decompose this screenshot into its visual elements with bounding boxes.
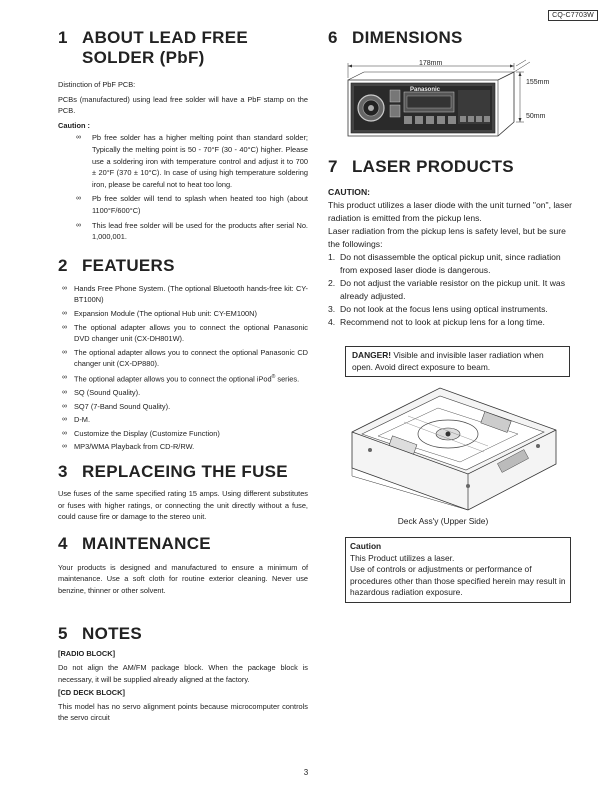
list-item: ∞ The optional adapter allows you to connect the optional Panasonic DVD changer unit (CX-DH801W). — [62, 322, 308, 344]
danger-warning-box — [345, 346, 570, 377]
bullet-icon: ∞ — [62, 284, 67, 292]
page-number: 3 — [303, 768, 309, 777]
bullet-icon: ∞ — [62, 429, 67, 437]
bullet-icon: ∞ — [62, 348, 67, 356]
list-item: ∞ Expansion Module (The optional Hub unit: CY-EM100N) — [62, 308, 257, 318]
caution-box — [345, 537, 571, 603]
bullet-icon: ∞ — [76, 221, 81, 229]
bullet-icon: ∞ — [62, 323, 67, 331]
list-item: 2. Do not adjust the variable resistor on the pickup unit. It was already adjusted. — [328, 278, 565, 301]
list-item: ∞ SQ7 (7-Band Sound Quality). — [62, 401, 171, 411]
depth-label: 155mm — [526, 79, 550, 86]
s1-caution-label: Caution : — [58, 120, 91, 130]
s1-caution-list — [58, 132, 308, 242]
s4-text: Your products is designed and manufactured to ensure a minimum of maintenance. Use a soft cloth for routine exterior cleaning. Never use benzine, thinner or other solvent. — [58, 562, 308, 595]
list-item: ∞ Hands Free Phone System. (The optional Bluetooth hands-free kit: CY-BT100N) — [62, 283, 308, 305]
s3-text: Use fuses of the same specified rating 15 amps. Using different substitutes or fuses with higher ratings, or connecting the unit directly without a fuse, could cause fire or damage to the stereo unit. — [58, 488, 308, 522]
s7-caution-label: CAUTION: — [328, 187, 371, 197]
document-code: CQ-C7703W — [548, 10, 598, 21]
height-label: 50mm — [526, 113, 546, 120]
bullet-icon: ∞ — [62, 443, 67, 451]
height-dimension — [516, 72, 524, 122]
caution-box-title: Caution — [350, 541, 382, 551]
section-2-title: 2 FEATUERS — [58, 255, 175, 275]
bullet-icon: ∞ — [62, 309, 67, 317]
list-item: 1. Do not disassemble the optical pickup unit, since radiation from exposed laser diode is dangerous. — [328, 252, 561, 275]
section-3-title: 3 REPLACEING THE FUSE — [58, 461, 288, 481]
s5-cd-label: [CD DECK BLOCK] — [58, 688, 125, 698]
list-item: ∞ The optional adapter allows you to connect the optional Panasonic CD changer unit (CX-DP880). — [62, 347, 308, 369]
bullet-icon: ∞ — [62, 388, 67, 396]
deck-caption: Deck Ass'y (Upper Side) — [397, 516, 489, 526]
bullet-icon: ∞ — [76, 195, 81, 203]
list-item: 3. Do not look at the focus lens using optical instruments. — [328, 304, 548, 314]
list-item: ∞ Customize the Display (Customize Function) — [62, 428, 220, 438]
danger-label: DANGER! — [352, 350, 392, 360]
section-5-title: 5 NOTES — [58, 624, 143, 644]
front-panel-drawing — [348, 72, 514, 136]
brand-logo: Panasonic — [410, 87, 441, 93]
bullet-icon: ∞ — [62, 416, 67, 424]
s5-radio-text: Do not align the AM/FM package block. When the package block is necessary, it will be supplied already aligned at the factory. — [58, 663, 308, 684]
section-7-title: 7 LASER PRODUCTS — [328, 157, 514, 176]
section-7 — [328, 157, 574, 329]
s7-precautions-list — [328, 251, 574, 329]
list-item: ∞ SQ (Sound Quality). — [62, 387, 141, 397]
width-label: 178mm — [419, 60, 443, 67]
list-item: ∞ D-M. — [62, 415, 91, 425]
bullet-icon: ∞ — [62, 402, 67, 410]
deck-assembly-drawing — [348, 386, 560, 512]
section-4-title: 4 MAINTENANCE — [58, 533, 211, 553]
s1-pcb-text: PCBs (manufactured) using lead free solder will have a PbF stamp on the PCB. — [58, 94, 308, 116]
s5-radio-label: [RADIO BLOCK] — [58, 649, 116, 659]
list-item: ∞ Pb free solder will tend to splash when heated too high (about 1100°F/600°C) — [76, 194, 308, 215]
s5-cd-text: This model has no servo alignment points because microcomputer controls the servo circuit — [58, 701, 308, 723]
caution-box-text1: This Product utilizes a laser. — [350, 552, 455, 563]
caution-box-text2: Use of controls or adjustments or performance of procedures other than those specified herein may result in hazardous radiation exposure. — [350, 564, 566, 598]
s7-intro2: Laser radiation from the pickup lens is safety level, but be sure the followings: — [328, 226, 566, 249]
list-item: ∞ MP3/WMA Playback from CD-R/RW. — [62, 442, 195, 452]
list-item: 4. Recommend not to look at pickup lens for a long time. — [328, 317, 545, 327]
depth-dimension — [514, 60, 530, 72]
bullet-icon: ∞ — [76, 134, 81, 142]
section-1-title: 1 ABOUT LEAD FREE SOLDER (PbF) — [58, 28, 248, 67]
s2-features-list — [58, 283, 308, 453]
bullet-icon: ∞ — [62, 373, 67, 381]
section-6-title: 6 DIMENSIONS — [328, 28, 463, 47]
right-column — [328, 24, 574, 48]
s7-intro: This product utilizes a laser diode with the unit turned "on", laser radiation is emitted from the pickup lens. — [328, 200, 572, 223]
list-item: ∞ The optional adapter allows you to connect the optional iPod® series. — [62, 373, 300, 384]
list-item: ∞ Pb free solder has a higher melting point than standard solder; Typically the melting point is 50 - 70°F (30 - 40°C) higher. Please use a soldering iron with temperature control and adjust it to 700 ± 20°F (370 ± 10°C). In case of using high temperature soldering iron, please be careful not to heat too long. — [76, 133, 308, 189]
left-column — [58, 24, 308, 724]
dimensions-diagram — [340, 58, 570, 148]
s1-distinction: Distinction of PbF PCB: — [58, 80, 136, 89]
list-item: ∞ This lead free solder will be used for the products after serial No. 1,000,001. — [76, 220, 308, 242]
danger-text: Visible and invisible laser radiation when open. Avoid direct exposure to beam. — [352, 350, 544, 372]
